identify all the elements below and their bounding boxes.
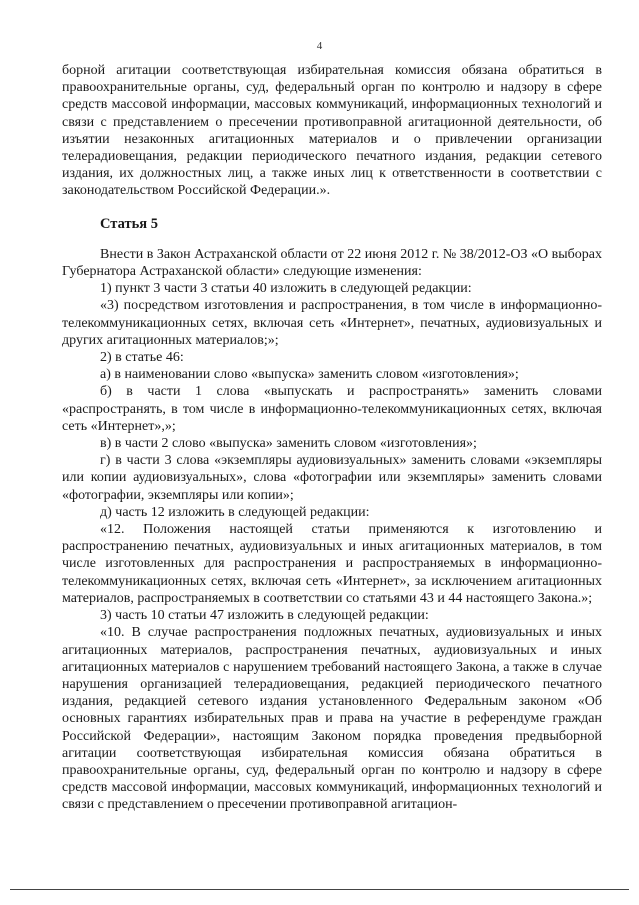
paragraph-continuation: борной агитации соответствующая избирательная комиссия обязана обратиться в правоохранительные органы, суд, федеральный орган по контролю и надзору в сфере средств массовой информации, массовых коммуникаций, информационных технологий и связи с представлением о пресечении противоправной агитационной деятельности, об изъятии незаконных агитационных материалов и о привлечении организации телерадиовещания, редакции периодического печатного издания, редакции сетевого издания, их должностных лиц, а также иных лиц к ответственности в соответствии с законодательством Российской Федерации.». <box>62 63 602 199</box>
paragraph-item-2g: г) в части 3 слова «экземпляры аудиовизуальных» заменить словами «экземпляры или копии аудиовизуальных», слова «фотографии или экземпляры» заменить словами «фотографии, экземпляры или копии»; <box>62 453 602 503</box>
paragraph-item-1: 1) пункт 3 части 3 статьи 40 изложить в следующей редакции: <box>100 281 472 297</box>
article-heading: Статья 5 <box>100 215 158 232</box>
paragraph-item-2d: д) часть 12 изложить в следующей редакции: <box>100 504 370 520</box>
document-body <box>62 62 602 814</box>
paragraph-item-2d-text: «12. Положения настоящей статьи применяются к изготовлению и распространению печатных, аудиовизуальных и иных агитационных материалов, в том числе изготовленных для распространения и распространяемых в информационно-телекоммуникационных сетях, включая сеть «Интернет», за исключением агитационных материалов, распространяемых в соответствии со статьями 43 и 44 настоящего Закона.»; <box>62 522 602 606</box>
bottom-divider <box>10 889 629 890</box>
paragraph-intro: Внести в Закон Астраханской области от 22 июня 2012 г. № 38/2012-ОЗ «О выборах Губернатора Астраханской области» следующие изменения: <box>62 246 602 280</box>
paragraph-item-2v: в) в части 2 слово «выпуска» заменить словом «изготовления»; <box>100 436 477 452</box>
page-number: 4 <box>316 40 323 52</box>
paragraph-item-2a: а) в наименовании слово «выпуска» заменить словом «изготовления»; <box>100 367 519 383</box>
paragraph-item-2b: б) в части 1 слова «выпускать и распространять» заменить словами «распространять, в том числе в информационно-телекоммуникационных сетях, включая сеть «Интернет»,»; <box>62 384 602 434</box>
paragraph-item-1-text: «3) посредством изготовления и распространения, в том числе в информационно-телекоммуникационных сетях, включая сеть «Интернет», печатных, аудиовизуальных и других агитационных материалов;»; <box>62 298 602 348</box>
paragraph-item-3-text: «10. В случае распространения подложных печатных, аудиовизуальных и иных агитационных материалов, распространения печатных, аудиовизуальных и иных агитационных материалов с нарушением требований настоящего Закона, а также в случае нарушения организацией телерадиовещания, редакцией периодического печатного издания, редакцией сетевого издания установленного Федеральным законом «Об основных гарантиях избирательных прав и права на участие в референдуме граждан Российской Федерации», настоящим Законом порядка проведения предвыборной агитации соответствующая избирательная комиссия обязана обратиться в правоохранительные органы, суд, федеральный орган по контролю и надзору в сфере средств массовой информации, массовых коммуникаций, информационных технологий и связи с представлением о пресечении противоправной агитацион- <box>62 625 602 813</box>
paragraph-item-3: 3) часть 10 статьи 47 изложить в следующей редакции: <box>100 608 429 624</box>
paragraph-item-2: 2) в статье 46: <box>100 350 184 366</box>
